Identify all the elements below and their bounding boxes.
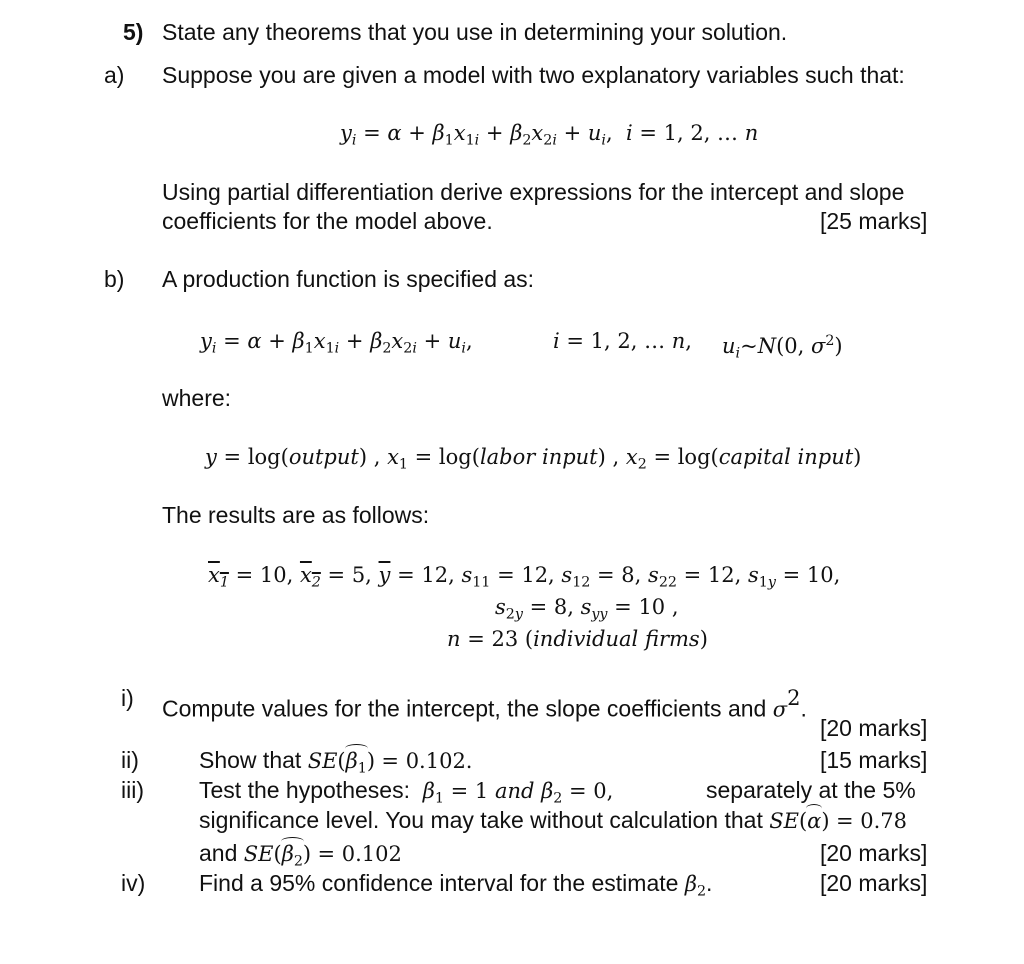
part-b-label: b) xyxy=(104,266,125,292)
subpart-iii-line1: Test the hypotheses: $\beta_1 = 1$ and $\beta_2 = 0$, xyxy=(199,777,614,807)
where-label: where: xyxy=(162,385,232,411)
subpart-iv-label: iv) xyxy=(121,870,146,896)
summary-statistics-line1: $x_1 = 10$, $x_2 = 5$, $\overline{y} = 12$, $s_{11} = 12$, $s_{12} = 8$, $s_{22} = 12$, $s_{1y} = 10$, xyxy=(208,563,841,591)
subpart-iii-label: iii) xyxy=(121,777,144,803)
model-equation-a: $y_i = \alpha + \beta_1x_{1i} + \beta_2x_{2i} + u_i$, i = 1, 2, … n xyxy=(340,121,759,149)
variable-definitions: y = log(output) , $x_1$ = log(labor input) , $x_2$ = log(capital input) xyxy=(205,445,862,473)
subpart-i-text: Compute values for the intercept, the slope coefficients and $\sigma^2$. xyxy=(162,686,807,722)
summary-statistics-line2: $s_{2y} = 8$, $s_{yy} = 10$ , xyxy=(495,595,679,623)
subpart-i-marks: [20 marks] xyxy=(820,715,928,741)
index-range: i = 1, 2, … n, xyxy=(553,329,692,353)
subpart-ii-text: Show that $SE(\beta_1) = 0.102$. xyxy=(199,747,473,781)
subpart-iv-text: Find a 95% confidence interval for the estimate $\beta_2$. xyxy=(199,870,713,900)
subpart-iii-marks: [20 marks] xyxy=(820,840,928,866)
subpart-iii-line3: and $SE(\beta_2) = 0.102$ xyxy=(199,840,402,874)
subpart-ii-label: ii) xyxy=(121,747,139,773)
subpart-iv-marks: [20 marks] xyxy=(820,870,928,896)
subpart-iii-line1-end: separately at the 5% xyxy=(706,777,916,803)
error-distribution: $u_i\sim N(0$, $\sigma^2$) xyxy=(722,333,843,362)
part-a-instruction-line1: Using partial differentiation derive expressions for the intercept and slope xyxy=(162,179,905,205)
part-a-marks: [25 marks] xyxy=(820,208,928,234)
results-intro: The results are as follows: xyxy=(162,502,430,528)
subpart-ii-marks: [15 marks] xyxy=(820,747,928,773)
part-a-label: a) xyxy=(104,62,125,88)
model-equation-b: $y_i = \alpha + \beta_1x_{1i} + \beta_2x_{2i} + u_i$, xyxy=(200,329,473,357)
subpart-iii-line2: significance level. You may take without calculation that SE(α) = 0.78 xyxy=(199,807,907,833)
part-b-intro: A production function is specified as: xyxy=(162,266,535,292)
question-heading: State any theorems that you use in determining your solution. xyxy=(162,19,788,45)
sample-size: n = 23 (individual firms) xyxy=(447,627,708,651)
question-number: 5) xyxy=(123,19,144,45)
part-a-intro: Suppose you are given a model with two explanatory variables such that: xyxy=(162,62,905,88)
part-a-instruction-line2: coefficients for the model above. xyxy=(162,208,493,234)
subpart-i-label: i) xyxy=(121,685,134,711)
